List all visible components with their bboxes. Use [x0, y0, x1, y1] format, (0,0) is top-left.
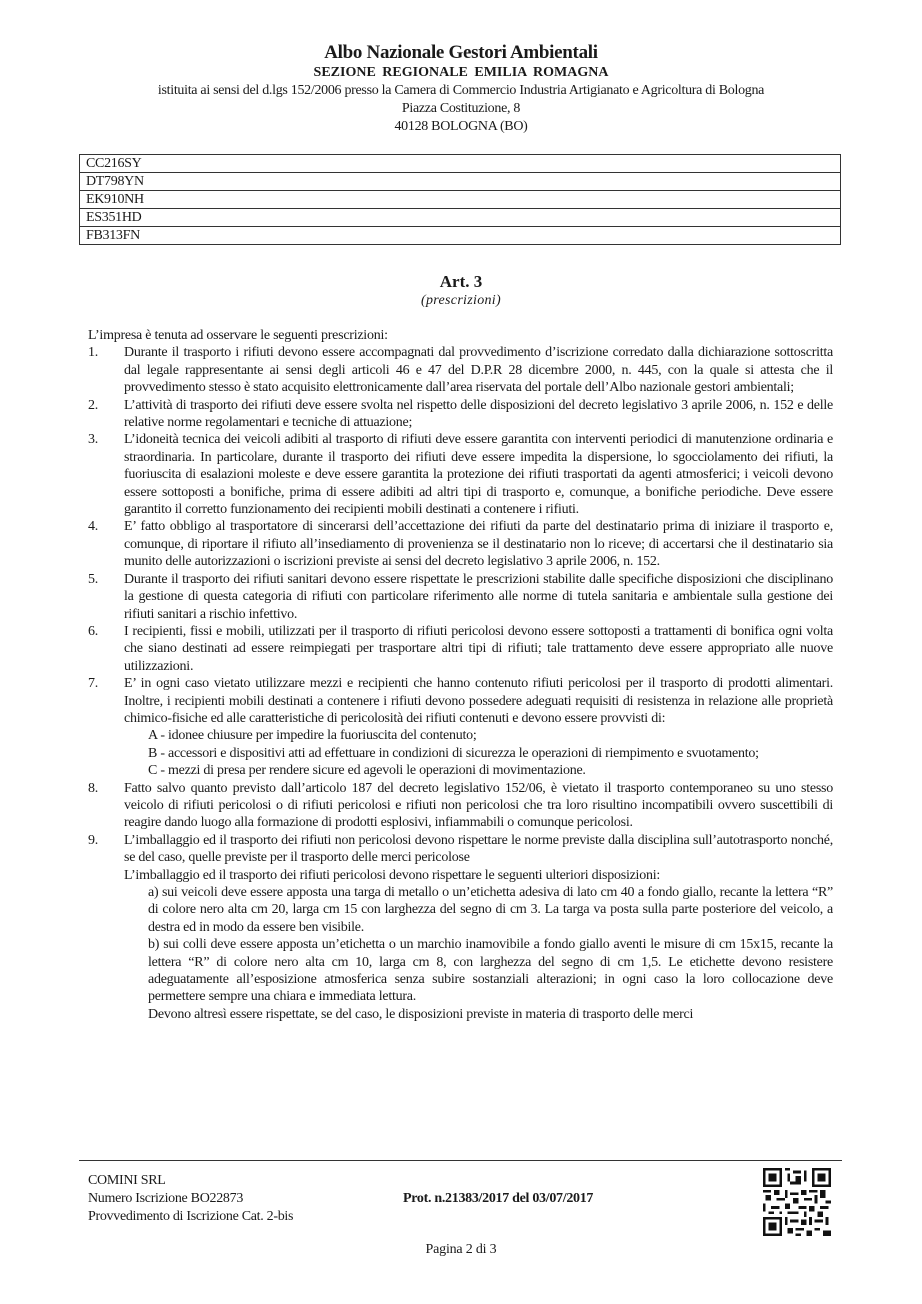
item-text: Fatto salvo quanto previsto dall’articolo 187 del decreto legislativo 152/06, è vietato il trasporto contemporaneo su uno stesso veicolo di rifiuti pericolosi o di rifiuti pericolosi e rifiuti non pericolosi che tra loro risultino incompatibili ovvero suscettibili di reagire dando luogo alla formazione di prodotti esplosivi, infiammabili o comunque pericolosi. — [124, 780, 833, 831]
item-text: L’attività di trasporto dei rifiuti deve essere svolta nel rispetto delle disposizioni del decreto legislativo 3 aprile 2006, n. 152 e delle relative norme regolamentari e tecniche di attuazione; — [124, 397, 833, 431]
item-number: 9. — [88, 832, 98, 848]
header-address: Piazza Costituzione, 8 — [401, 101, 521, 116]
item-number: 8. — [88, 780, 98, 796]
article-intro: L’impresa è tenuta ad osservare le seguenti prescrizioni: — [88, 328, 388, 343]
document-header — [0, 42, 922, 136]
item-number: 7. — [88, 676, 98, 692]
sub-item: a) sui veicoli deve essere apposta una targa di metallo o un’etichetta adesiva di lato cm 40 a fondo giallo, recante la lettera “R” di colore nero alta cm 20, larga cm 15 con larghezza del segno di cm 3. La targa va posta sulla parte posteriore del veicolo, a destra ed in modo da essere ben visibile. — [148, 885, 833, 935]
plate-cell: CC216SY — [80, 155, 841, 173]
footer-company-info — [88, 1172, 293, 1226]
registration-number: Numero Iscrizione BO22873 — [88, 1191, 244, 1206]
item-number: 5. — [88, 571, 98, 587]
item-text: E’ fatto obbligo al trasportatore di sincerarsi dell’accettazione dei rifiuti da parte del destinatario prima di iniziare il trasporto e, comunque, di riportare il rifiuto all’insediamento di provenienza se il destinatario non lo riceve; di accertarsi che il destinatario sia munito delle autorizzazioni o iscrizioni previste ai sensi del decreto legislativo 3 aprile 2006, n. 152. — [124, 519, 833, 570]
sub-item: A - idonee chiusure per impedire la fuoriuscita del contenuto; — [148, 728, 477, 744]
item-text: E’ in ogni caso vietato utilizzare mezzi e recipienti che hanno contenuto rifiuti pericolosi per il trasporto di prodotti alimentari. Inoltre, i recipienti mobili destinati a contenere i rifiuti devono possedere adeguati requisiti di resistenza in relazione alle proprietà chimico-fisiche ed alle caratteristiche di pericolosità dei rifiuti contenuti e devono essere provvisti di: — [124, 676, 833, 726]
item-number: 3. — [88, 432, 98, 448]
plate-cell: DT798YN — [80, 173, 841, 191]
list-item — [88, 832, 833, 1023]
sub-item: Devono altresì essere rispettate, se del caso, le disposizioni previste in materia di trasporto delle merci — [148, 1006, 694, 1022]
table-row — [80, 173, 841, 191]
list-item — [88, 397, 833, 432]
provision-category: Provvedimento di Iscrizione Cat. 2-bis — [88, 1209, 294, 1224]
list-item — [88, 623, 833, 675]
header-city: 40128 BOLOGNA (BO) — [394, 119, 528, 134]
item-number: 1. — [88, 345, 98, 361]
list-item — [88, 431, 833, 518]
header-title: Albo Nazionale Gestori Ambientali — [324, 42, 598, 63]
table-row — [80, 191, 841, 209]
plate-cell: EK910NH — [80, 191, 841, 209]
item-number: 2. — [88, 397, 98, 413]
header-section: SEZIONE REGIONALE EMILIA ROMAGNA — [313, 65, 609, 80]
plate-cell: FB313FN — [80, 227, 841, 245]
item-text: Durante il trasporto i rifiuti devono essere accompagnati dal provvedimento d’iscrizione corredato dalla dichiarazione sottoscritta dal legale rappresentante ai sensi degli articoli 46 e 47 del D.P.R 28 dicembre 2000, n. 445, con la quale si attesta che il provvedimento stesso è stato acquisito elettronicamente dall’area riservata del portale dell’Albo nazionale gestori ambientali; — [124, 345, 833, 396]
footer-divider — [79, 1160, 842, 1161]
list-item — [88, 780, 833, 832]
article-title: Art. 3 — [439, 272, 483, 291]
qr-code-icon — [763, 1166, 831, 1238]
item-text: L’imballaggio ed il trasporto dei rifiuti non pericolosi devono rispettare le norme previste dalla disciplina sull’autotrasporto nonché, se del caso, quelle previste per il trasporto delle merci pericolose — [124, 832, 833, 866]
table-row — [80, 209, 841, 227]
list-item — [88, 675, 833, 779]
item-number: 6. — [88, 623, 98, 639]
item-text: L’idoneità tecnica dei veicoli adibiti al trasporto di rifiuti deve essere garantita con interventi periodici di manutenzione ordinaria e straordinaria. In particolare, durante il trasporto dei rifiuti deve essere impedita la dispersione, lo sgocciolamento dei rifiuti, la fuoriuscita di esalazioni moleste e deve essere garantita la protezione dei rifiuti trasportati da agenti atmosferici; i veicoli devono essere sottoposti a bonifiche, prima di essere adibiti ad altri tipi di trasporto e, comunque, a bonifiche periodiche. Deve essere garantito il corretto funzionamento dei recipienti mobili destinati a contenere i rifiuti. — [124, 432, 833, 518]
protocol-number: Prot. n.21383/2017 del 03/07/2017 — [403, 1191, 594, 1206]
vehicle-plates-table — [79, 154, 841, 245]
sub-item: C - mezzi di presa per rendere sicure ed agevoli le operazioni di movimentazione. — [148, 763, 586, 779]
plate-cell: ES351HD — [80, 209, 841, 227]
sub-item: B - accessori e dispositivi atti ad effettuare in condizioni di sicurezza le operazioni di riempimento e svuotamento; — [148, 745, 759, 761]
sub-item: b) sui colli deve essere apposta un’etichetta o un marchio inamovibile a fondo giallo aventi le misure di cm 15x15, recante la lettera “R” di colore nero alta cm 10, larga cm 8, con larghezza del segno di cm 1,5. Le etichette devono resistere adeguatamente all’esposizione atmosferica senza subire sostanziali alterazioni; in ogni caso la loro collocazione deve permettere sempre una chiara e immediata lettura. — [148, 937, 833, 1005]
item-text-continued: L’imballaggio ed il trasporto dei rifiuti pericolosi devono rispettare le seguenti ulteriori disposizioni: — [124, 867, 660, 883]
company-name: COMINI SRL — [88, 1173, 166, 1188]
list-item — [88, 518, 833, 570]
article-heading — [0, 272, 922, 310]
article-subtitle: (prescrizioni) — [421, 293, 501, 308]
header-institution: istituita ai sensi del d.lgs 152/2006 presso la Camera di Commercio Industria Artigianato e Agricoltura di Bologna — [157, 83, 765, 98]
list-item — [88, 344, 833, 396]
item-text: I recipienti, fissi e mobili, utilizzati per il trasporto di rifiuti pericolosi devono essere sottoposti a trattamenti di bonifica ogni volta che siano destinati ad essere reimpiegati per trasportare altri tipi di rifiuti; tale trattamento deve essere appropriato alle nuove utilizzazioni. — [124, 623, 833, 674]
article-body — [88, 327, 833, 1023]
item-text: Durante il trasporto dei rifiuti sanitari devono essere rispettate le prescrizioni stabilite dalle specifiche disposizioni che disciplinano la gestione di questa categoria di rifiuti con particolare riferimento alle norme di tutela sanitaria e ambientale sulla gestione dei rifiuti sanitari a rischio infettivo. — [124, 571, 833, 622]
list-item — [88, 571, 833, 623]
table-row — [80, 227, 841, 245]
item-number: 4. — [88, 519, 98, 535]
page-number: Pagina 2 di 3 — [425, 1242, 497, 1257]
table-row — [80, 155, 841, 173]
